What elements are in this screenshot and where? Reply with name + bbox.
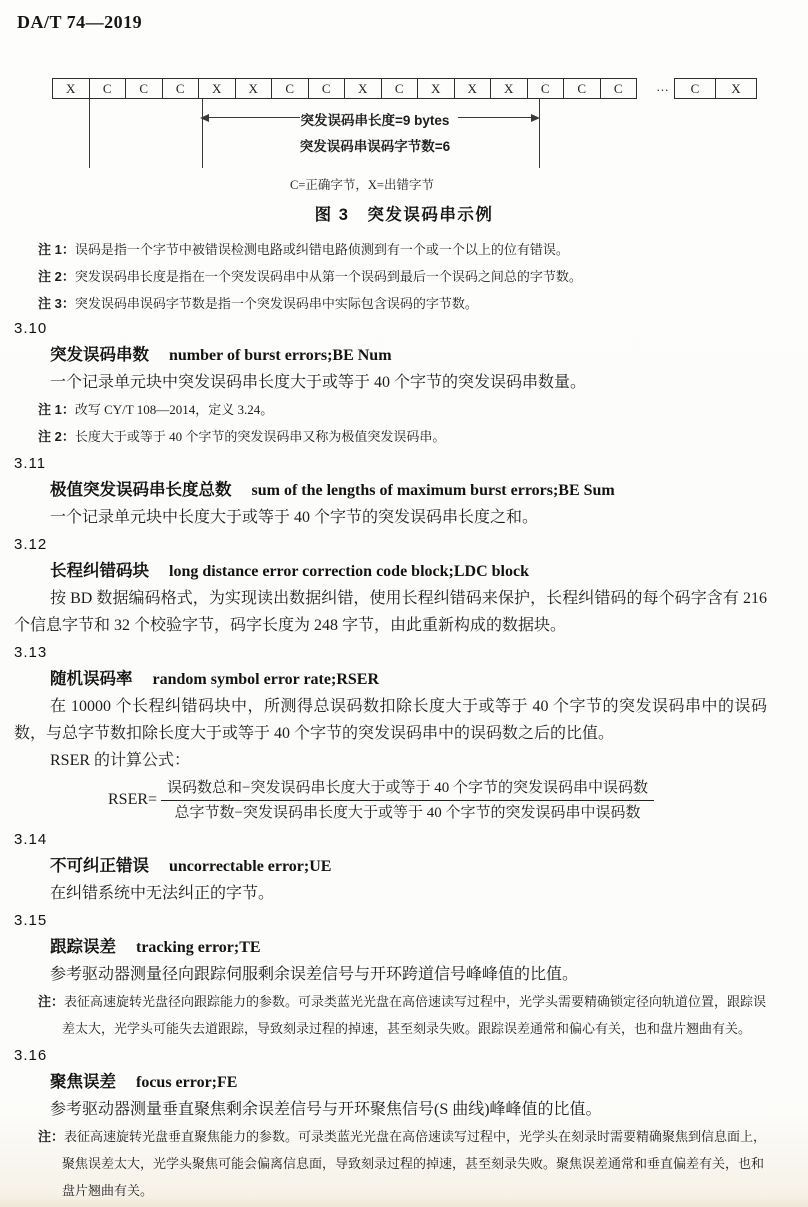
note-label: 注 1： bbox=[38, 242, 75, 257]
note-label: 注： bbox=[38, 1129, 65, 1144]
rser-formula bbox=[108, 774, 767, 826]
figure-notes bbox=[14, 236, 774, 317]
byte-sequence-tail bbox=[674, 78, 757, 99]
byte-cell: C bbox=[527, 78, 565, 99]
byte-cell: X bbox=[490, 78, 528, 99]
byte-sequence-row bbox=[52, 78, 637, 99]
section-number: 3.10 bbox=[14, 320, 48, 337]
byte-cell: C bbox=[308, 78, 346, 99]
term-chinese: 聚焦误差 bbox=[50, 1073, 116, 1091]
marker-line bbox=[89, 99, 90, 168]
byte-cell: C bbox=[125, 78, 163, 99]
note-text: 表征高速旋转光盘垂直聚焦能力的参数。可录类蓝光光盘在高倍速读写过程中，光学头在刻录时需要精确聚焦到信息面上，聚焦误差太大，光学头聚焦可能会偏离信息面，导致刻录过程的掉速，甚至刻录失败。聚焦误差通常和垂直偏差有关，也和盘片翘曲有关。 bbox=[62, 1129, 767, 1198]
byte-cell: C bbox=[381, 78, 419, 99]
formula-numerator: 误码数总和−突发误码串长度大于或等于 40 个字节的突发误码串中误码数 bbox=[161, 777, 654, 801]
note-label: 注 3： bbox=[38, 296, 75, 311]
note-text: 误码是指一个字节中被错误检测电路或纠错电路侦测到有一个或一个以上的位有错误。 bbox=[74, 242, 569, 257]
term-line bbox=[14, 853, 767, 880]
term-english: sum of the lengths of maximum burst errors;BE Sum bbox=[251, 482, 615, 499]
figure-3-burst-error-diagram bbox=[0, 78, 808, 318]
byte-cell: X bbox=[454, 78, 492, 99]
term-chinese: 不可纠正错误 bbox=[50, 857, 149, 875]
byte-cell: X bbox=[52, 78, 90, 99]
term-english: long distance error correction code block;LDC block bbox=[169, 563, 529, 580]
definitions-column bbox=[14, 315, 767, 1204]
term-line bbox=[14, 666, 767, 693]
figure-note bbox=[14, 236, 774, 263]
byte-cell: X bbox=[198, 78, 236, 99]
section-number: 3.11 bbox=[14, 455, 47, 472]
formula-denominator: 总字节数−突发误码串长度大于或等于 40 个字节的突发误码串中误码数 bbox=[174, 804, 641, 821]
section-number: 3.15 bbox=[14, 912, 48, 929]
note-text: 突发误码串误码字节数是指一个突发误码串中实际包含误码的字节数。 bbox=[74, 296, 478, 311]
figure-note bbox=[14, 290, 774, 317]
marker-line bbox=[202, 99, 203, 168]
term-chinese: 极值突发误码串长度总数 bbox=[50, 481, 232, 499]
term-line bbox=[14, 477, 767, 504]
ellipsis: ... bbox=[656, 79, 670, 94]
section-number: 3.13 bbox=[14, 644, 48, 661]
section-number: 3.12 bbox=[14, 536, 48, 553]
burst-error-bytes-label: 突发误码串误码字节数=6 bbox=[299, 139, 451, 154]
byte-cell: X bbox=[417, 78, 455, 99]
marker-line bbox=[539, 99, 540, 168]
note-label: 注 2： bbox=[38, 429, 75, 444]
section-note bbox=[14, 988, 767, 1042]
section-number: 3.14 bbox=[14, 831, 48, 848]
byte-cell: C bbox=[162, 78, 200, 99]
definition-text: 一个记录单元块中长度大于或等于 40 个字节的突发误码串长度之和。 bbox=[50, 509, 539, 526]
term-chinese: 长程纠错码块 bbox=[50, 562, 149, 580]
figure-note bbox=[14, 263, 774, 290]
term-english: focus error;FE bbox=[136, 1074, 238, 1091]
byte-cell: X bbox=[715, 78, 757, 99]
note-text: 长度大于或等于 40 个字节的突发误码串又称为极值突发误码串。 bbox=[74, 429, 446, 444]
figure-legend: C=正确字节，X=出错字节 bbox=[290, 178, 434, 192]
section-note bbox=[14, 423, 767, 450]
byte-cell: C bbox=[600, 78, 638, 99]
definition-text: 在 10000 个长程纠错码块中，所测得总误码数扣除长度大于或等于 40 个字节的突发误码串中的误码数，与总字节数扣除长度大于或等于 40 个字节的突发误码串中的误码数之后的比值。 bbox=[14, 698, 767, 742]
term-english: random symbol error rate;RSER bbox=[152, 671, 379, 688]
formula-intro: RSER 的计算公式： bbox=[50, 752, 191, 769]
note-text: 表征高速旋转光盘径向跟踪能力的参数。可录类蓝光光盘在高倍速读写过程中，光学头需要精确锁定径向轨道位置，跟踪误差太大，光学头可能失去道跟踪，导致刻录过程的掉速，甚至刻录失败。跟踪误差通常和偏心有关，也和盘片翘曲有关。 bbox=[62, 994, 767, 1036]
note-label: 注 2： bbox=[38, 269, 75, 284]
note-text: 改写 CY/T 108—2014，定义 3.24。 bbox=[74, 402, 274, 417]
definition-text: 参考驱动器测量垂直聚焦剩余误差信号与开环聚焦信号(S 曲线)峰峰值的比值。 bbox=[50, 1101, 602, 1118]
formula-fraction bbox=[161, 777, 654, 824]
note-text: 突发误码串长度是指在一个突发误码串中从第一个误码到最后一个误码之间总的字节数。 bbox=[74, 269, 582, 284]
byte-cell: C bbox=[674, 78, 716, 99]
term-chinese: 突发误码串数 bbox=[50, 346, 149, 364]
section-note bbox=[14, 1123, 767, 1204]
note-label: 注 1： bbox=[38, 402, 75, 417]
burst-length-label: 突发误码串长度=9 bytes bbox=[300, 113, 450, 128]
section-number: 3.16 bbox=[14, 1047, 48, 1064]
definition-text: 参考驱动器测量径向跟踪伺服剩余误差信号与开环跨道信号峰峰值的比值。 bbox=[50, 966, 579, 983]
definition-text: 按 BD 数据编码格式，为实现读出数据纠错，使用长程纠错码来保护，长程纠错码的每个码字含有 216 个信息字节和 32 个校验字节，码字长度为 248 字节，由此重新构成的数据块。 bbox=[14, 590, 767, 634]
figure-caption: 图 3 突发误码串示例 bbox=[314, 206, 494, 224]
term-english: uncorrectable error;UE bbox=[169, 858, 332, 875]
definition-text: 在纠错系统中无法纠正的字节。 bbox=[50, 885, 275, 902]
section-note bbox=[14, 396, 767, 423]
note-label: 注： bbox=[38, 994, 65, 1009]
term-line bbox=[14, 934, 767, 961]
byte-cell: X bbox=[235, 78, 273, 99]
right-arrow-icon bbox=[531, 114, 540, 122]
term-chinese: 跟踪误差 bbox=[50, 938, 116, 956]
term-chinese: 随机误码率 bbox=[50, 670, 133, 688]
byte-cell: C bbox=[563, 78, 601, 99]
term-line bbox=[14, 342, 767, 369]
term-english: number of burst errors;BE Num bbox=[169, 347, 392, 364]
term-line bbox=[14, 1069, 767, 1096]
byte-cell: C bbox=[89, 78, 127, 99]
left-arrow-icon bbox=[200, 114, 209, 122]
byte-cell: C bbox=[271, 78, 309, 99]
formula-lhs: RSER= bbox=[108, 791, 158, 808]
byte-cell: X bbox=[344, 78, 382, 99]
term-english: tracking error;TE bbox=[136, 939, 261, 956]
document-number: DA/T 74—2019 bbox=[17, 12, 143, 32]
definition-text: 一个记录单元块中突发误码串长度大于或等于 40 个字节的突发误码串数量。 bbox=[50, 374, 587, 391]
term-line bbox=[14, 558, 767, 585]
